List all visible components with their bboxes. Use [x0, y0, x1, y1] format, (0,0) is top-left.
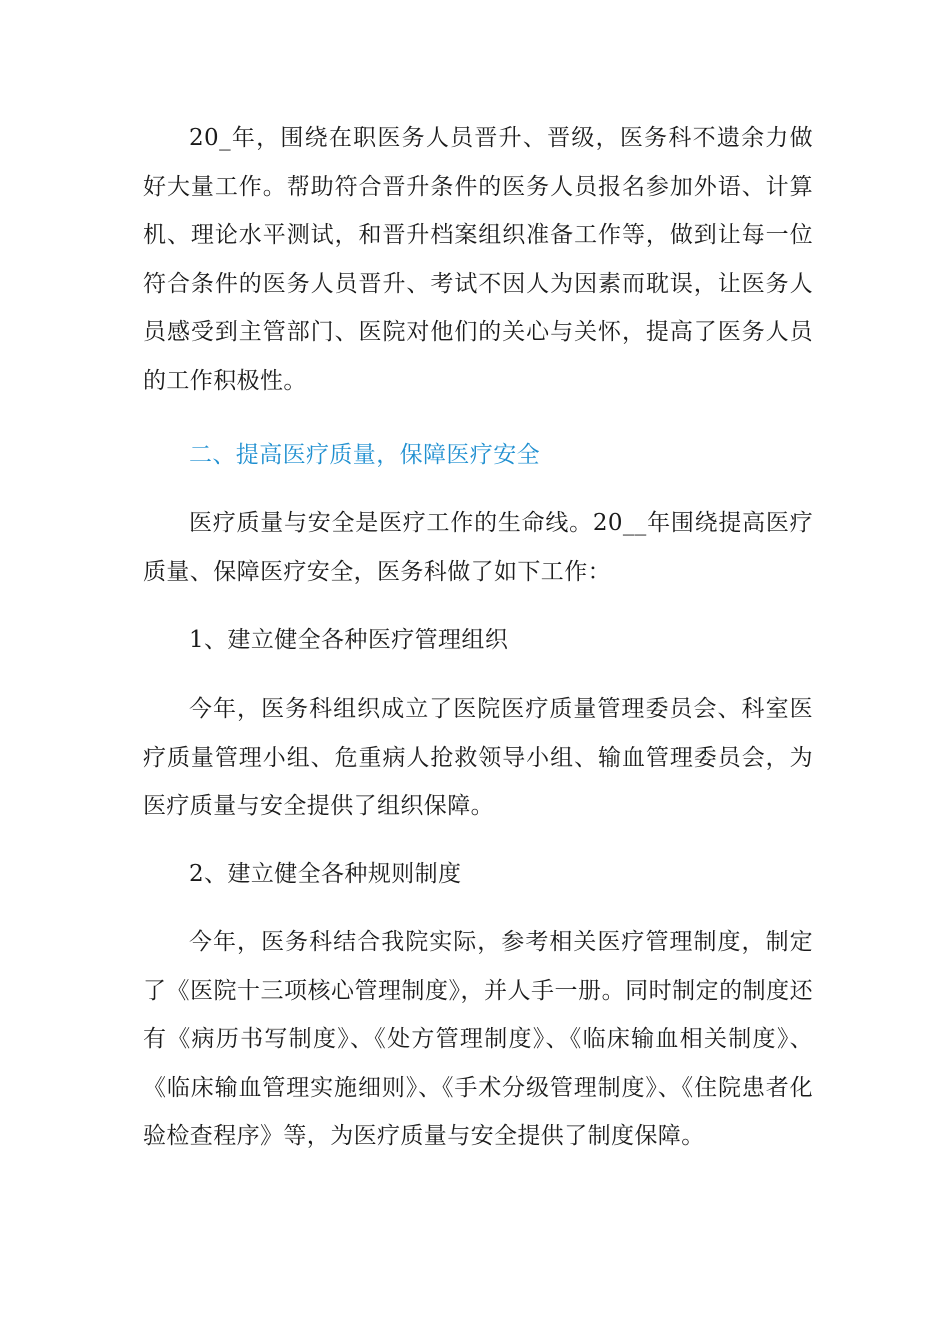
- section-heading-medical-quality: 二、提高医疗质量，保障医疗安全: [189, 442, 540, 468]
- paragraph-promotion-work: 20_年，围绕在职医务人员晋升、晋级，医务科不遗余力做好大量工作。帮助符合晋升条件的医务人员报名参加外语、计算机、理论水平测试，和晋升档案组织准备工作等，做到让每一位符合条件的医务人员晋升、考试不因人为因素而耽误，让医务人员感受到主管部门、医院对他们的关心与关怀，提高了医务人员的工作积极性。: [143, 125, 813, 394]
- paragraph-quality-intro: 医疗质量与安全是医疗工作的生命线。20__年围绕提高医疗质量、保障医疗安全，医务科做了如下工作：: [143, 510, 813, 585]
- subheading-rules-system: 2、建立健全各种规则制度: [189, 861, 462, 887]
- paragraph-organization-established: 今年，医务科组织成立了医院医疗质量管理委员会、科室医疗质量管理小组、危重病人抢救领导小组、输血管理委员会，为医疗质量与安全提供了组织保障。: [143, 696, 813, 819]
- paragraph-rules-established: 今年，医务科结合我院实际，参考相关医疗管理制度，制定了《医院十三项核心管理制度》，并人手一册。同时制定的制度还有《病历书写制度》、《处方管理制度》、《临床输血相关制度》、《临床输血管理实施细则》、《手术分级管理制度》、《住院患者化验检查程序》等，为医疗质量与安全提供了制度保障。: [143, 929, 813, 1149]
- subheading-management-organization: 1、建立健全各种医疗管理组织: [189, 627, 509, 653]
